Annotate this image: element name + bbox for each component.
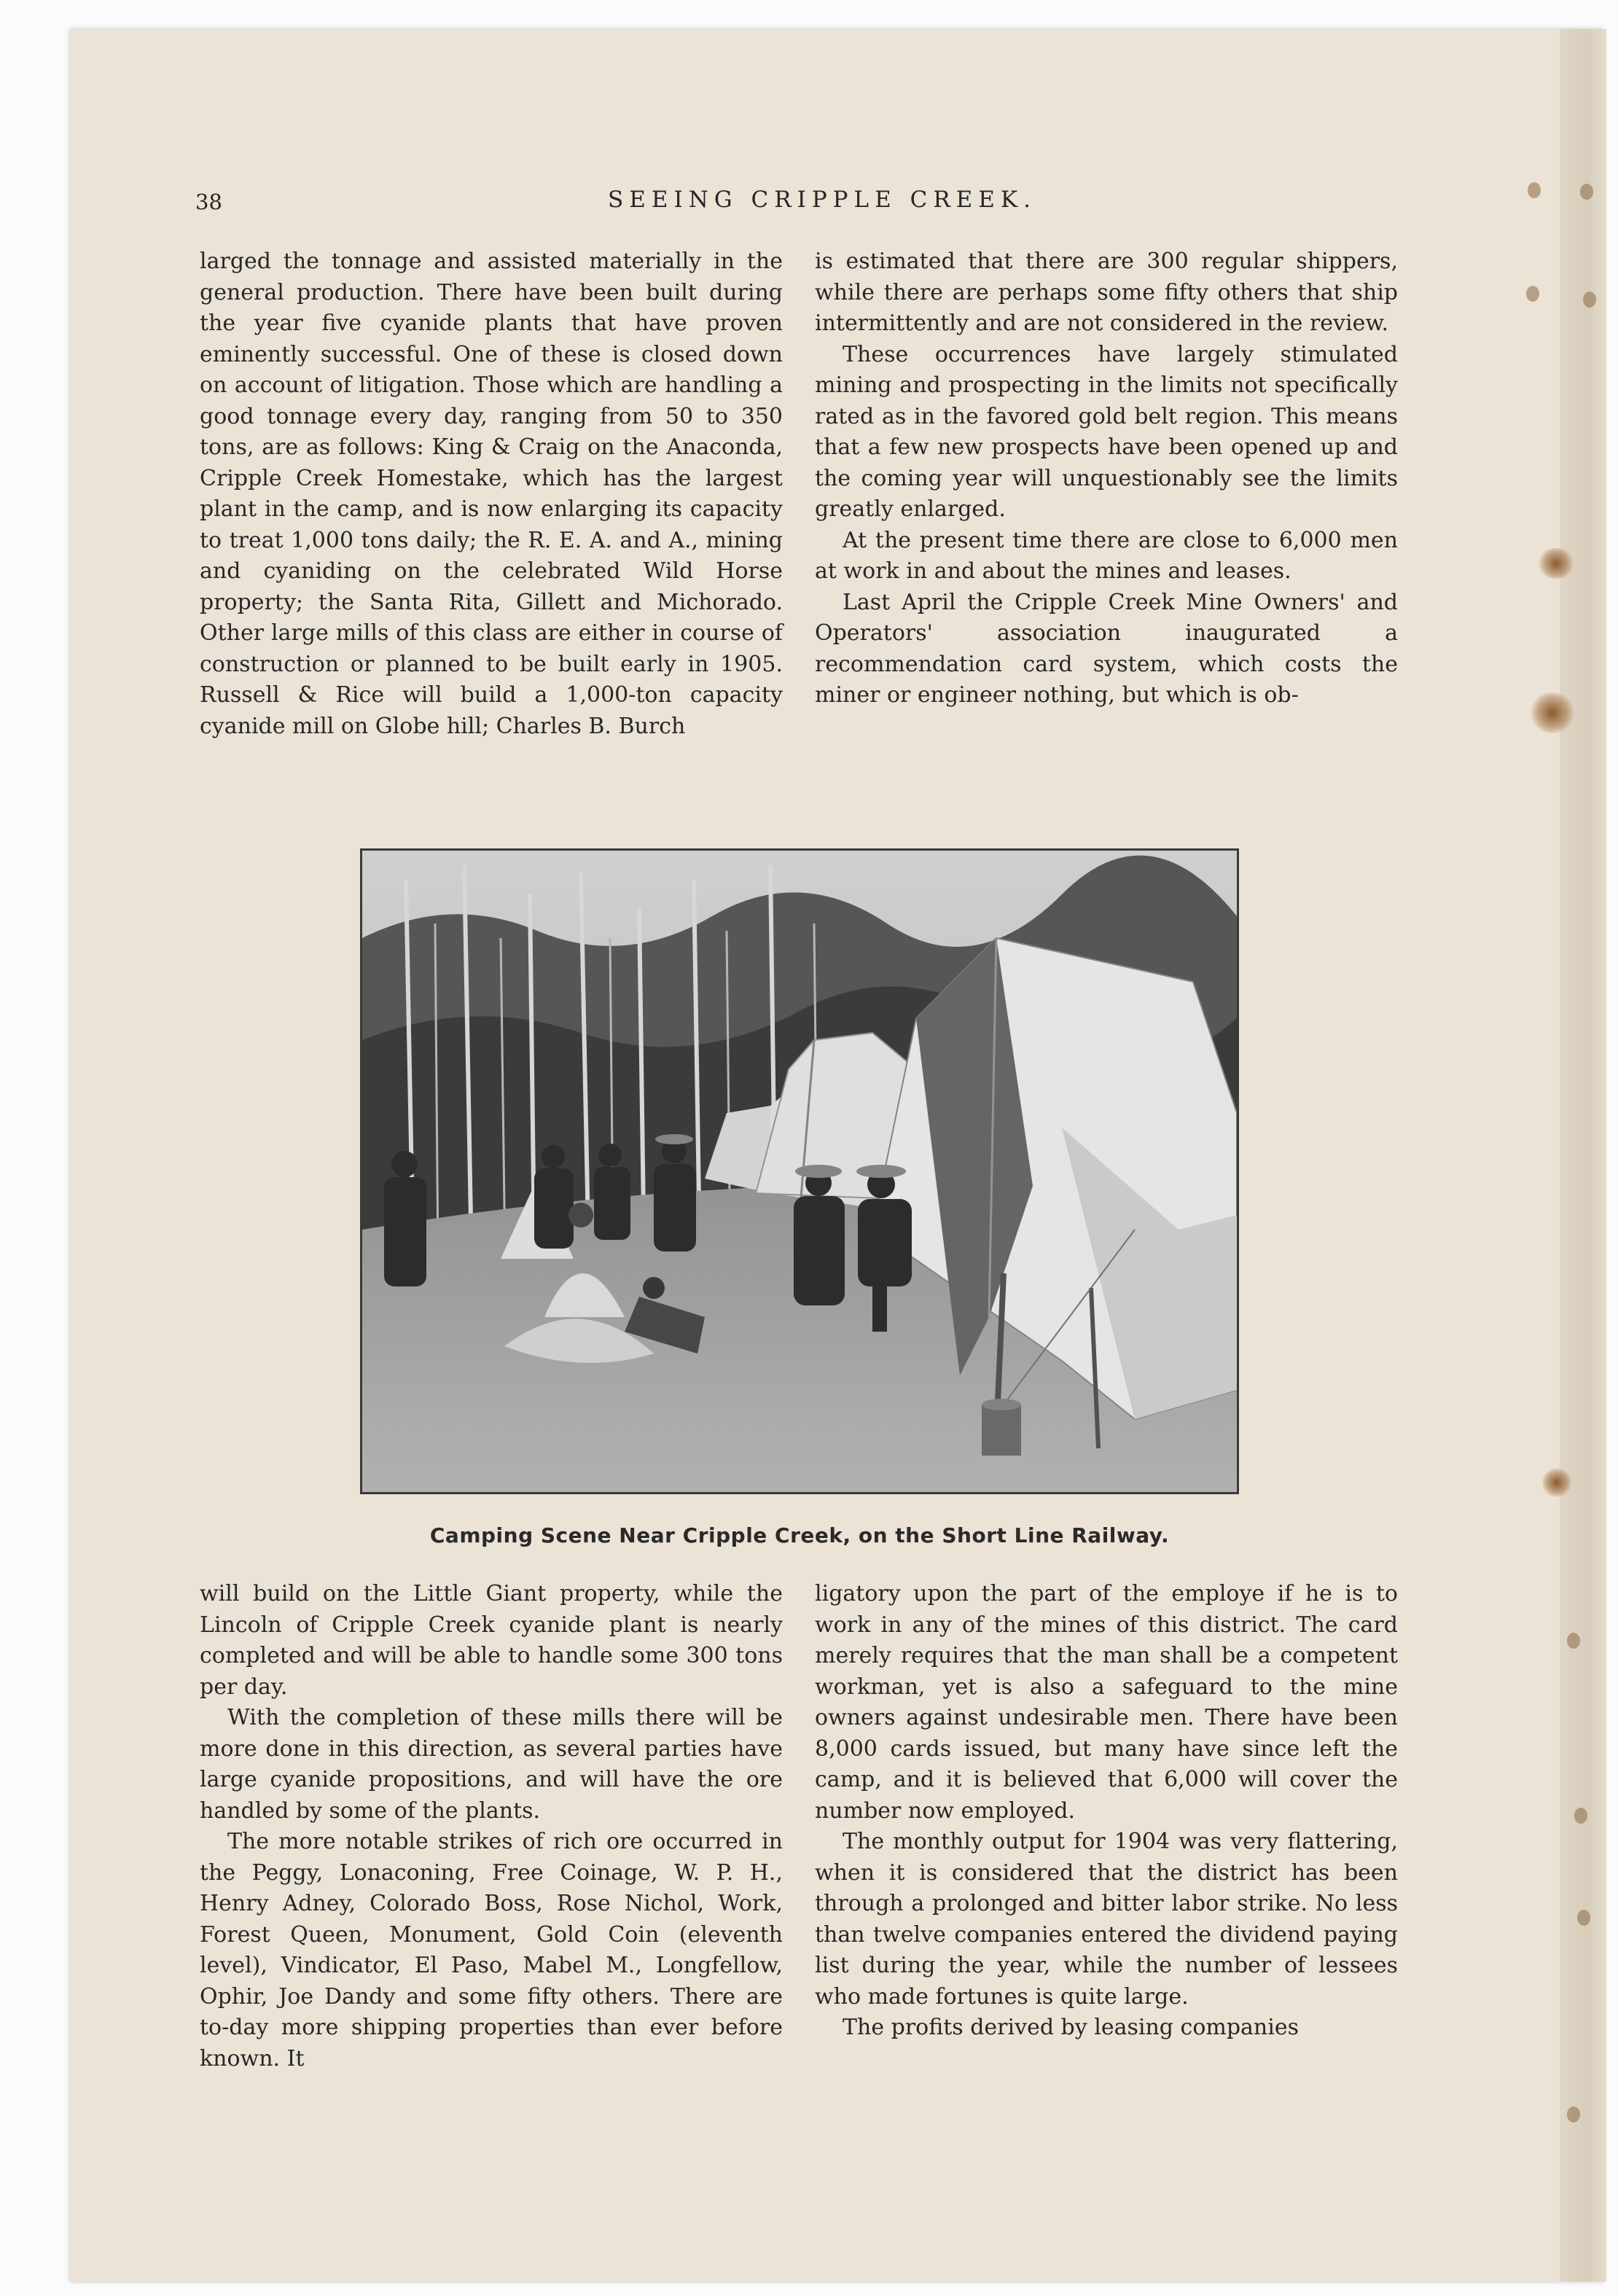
paragraph: With the completion of these mills there will be more done in this direction, as several parties have large cyanide propositions, and will have the ore handled by some of the plants.	[200, 1705, 783, 1824]
bottom-right-column	[815, 1579, 1398, 2044]
camping-photograph	[360, 848, 1239, 1494]
bottom-left-column	[200, 1579, 783, 2074]
paragraph: At the present time there are close to 6,000 men at work in and about the mines and leases.	[815, 527, 1398, 584]
paragraph: will build on the Little Giant property, while the Lincoln of Cripple Creek cyanide plant is nearly completed and will be able to handle some 300 tons per day.	[200, 1581, 783, 1700]
paragraph: is estimated that there are 300 regular shippers, while there are perhaps some fifty others that ship intermittently and are not considered in the review.	[815, 249, 1398, 336]
paragraph: ligatory upon the part of the employe if he is to work in any of the mines of this district. The card merely requires that the man shall be a competent workman, yet is also a safeguard to the mine owners against undesirable men. There have been 8,000 cards issued, but many have since left the camp, and it is believed that 6,000 will cover the number now employed.	[815, 1581, 1398, 1824]
top-right-column	[815, 246, 1398, 711]
page-number: 38	[195, 190, 222, 214]
page-title: SEEING CRIPPLE CREEK.	[608, 187, 1036, 213]
paragraph: larged the tonnage and assisted materially in the general production. There have been built during the year five cyanide plants that have proven eminently successful. One of these is closed down on account of litigation. Those which are handling a good tonnage every day, ranging from 50 to 350 tons, are as follows: King & Craig on the Anaconda, Cripple Creek Homestake, which has the largest plant in the camp, and is now enlarging its capacity to treat 1,000 tons daily; the R. E. A. and A., mining and cyaniding on the celebrated Wild Horse property; the Santa Rita, Gillett and Michorado. Other large mills of this class are either in course of construction or planned to be built early in 1905. Russell & Rice will build a 1,000-ton capacity cyanide mill on Globe hill; Charles B. Burch	[200, 249, 783, 739]
binding-hole	[1567, 1633, 1580, 1649]
binding-hole	[1526, 286, 1539, 302]
binding-hole	[1577, 1910, 1590, 1926]
page-edge	[1560, 29, 1606, 2281]
binding-hole	[1580, 184, 1593, 200]
binding-hole	[1567, 2106, 1580, 2123]
paragraph: The more notable strikes of rich ore occurred in the Peggy, Lonaconing, Free Coinage, W. P. H., Henry Adney, Colorado Boss, Rose Nichol, Work, Forest Queen, Monument, Gold Coin (eleventh level), Vindicator, El Paso, Mabel M., Longfellow, Ophir, Joe Dandy and some fifty others. There are to-day more shipping properties than ever before known. It	[200, 1829, 783, 2072]
photo-caption: Camping Scene Near Cripple Creek, on the Short Line Railway.	[429, 1523, 1170, 1547]
paragraph: Last April the Cripple Creek Mine Owners' and Operators' association inaugurated a recommendation card system, which costs the miner or engineer nothing, but which is ob-	[815, 589, 1398, 708]
top-left-column	[200, 246, 783, 742]
binding-hole	[1574, 1808, 1587, 1824]
paragraph: These occurrences have largely stimulated mining and prospecting in the limits not specifically rated as in the favored gold belt region. This means that a few new prospects have been opened up and the coming year will unquestionably see the limits greatly enlarged.	[815, 341, 1398, 522]
rust-stain	[1538, 548, 1574, 579]
rust-stain	[1542, 1468, 1571, 1497]
paragraph: The profits derived by leasing companies	[843, 2015, 1300, 2040]
paragraph: The monthly output for 1904 was very flattering, when it is considered that the district has been through a prolonged and bitter labor strike. No less than twelve companies entered the dividend paying list during the year, while the number of lessees who made fortunes is quite large.	[815, 1829, 1398, 2010]
binding-hole	[1583, 292, 1596, 308]
running-head	[195, 182, 1398, 226]
binding-hole	[1528, 182, 1541, 198]
rust-stain	[1531, 692, 1574, 733]
